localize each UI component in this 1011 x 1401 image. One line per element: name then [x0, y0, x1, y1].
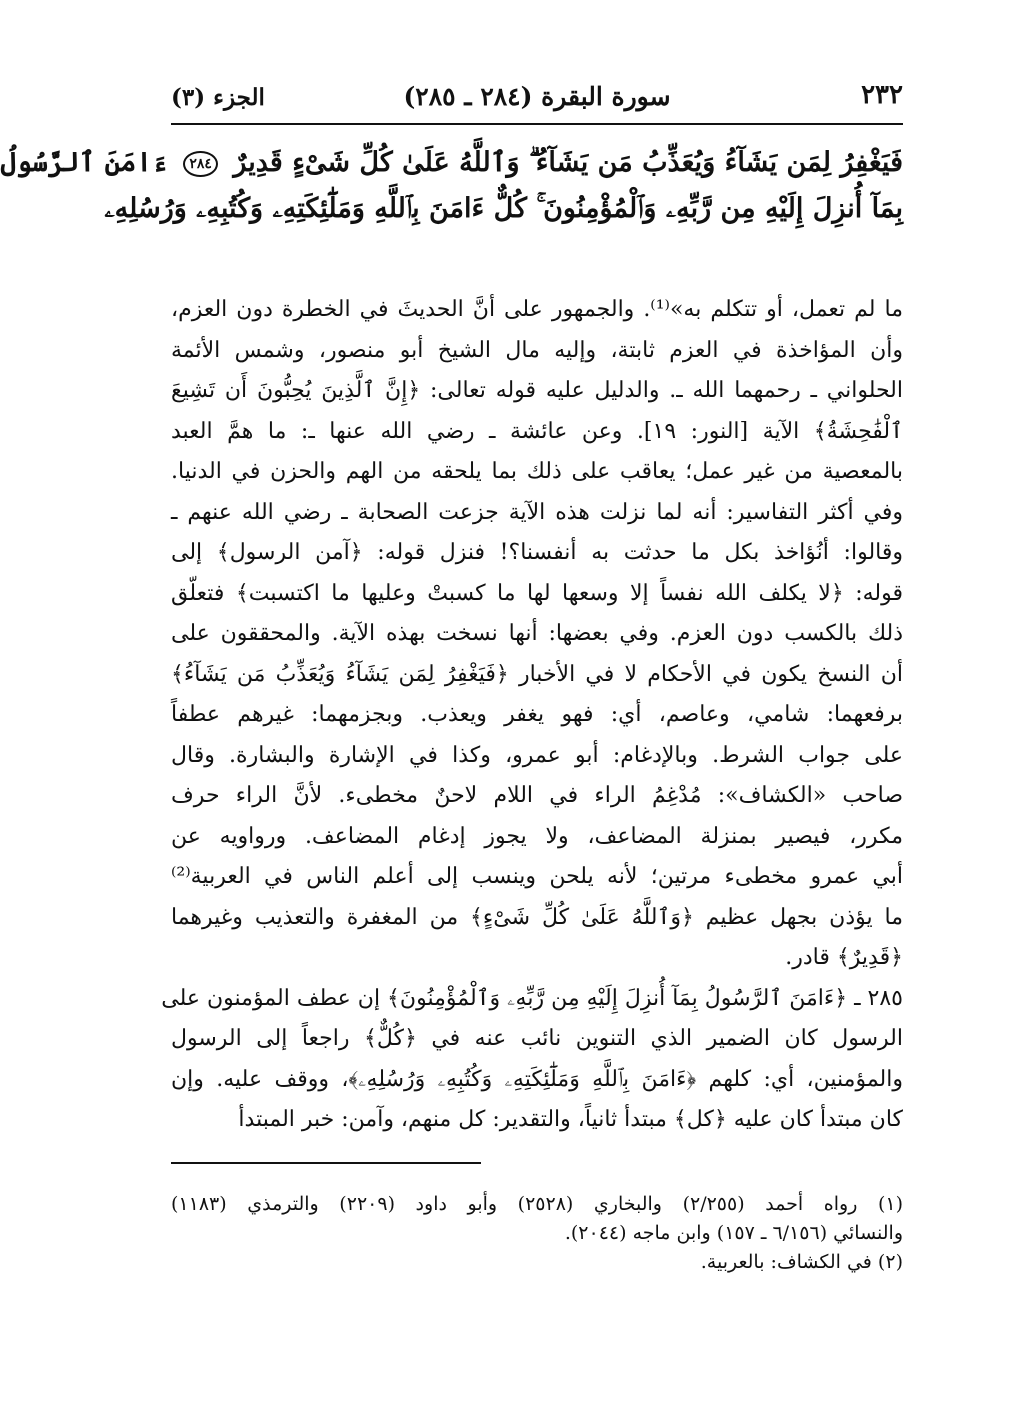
juz-label: الجزء (٣) — [171, 84, 265, 111]
footnote-line: والنسائي (٦/١٥٦ ـ ١٥٧) وابن ماجه (٢٠٤٤). — [564, 1222, 903, 1244]
commentary-line: وفي أكثر التفاسير: أنه لما نزلت هذه الآية جزعت الصحابة ـ رضي الله عنهم ـ — [171, 499, 903, 525]
commentary-line: ٱلْفَٰحِشَةُ﴾ الآية [النور: ١٩]. وعن عائشة ـ رضي الله عنها ـ: ما همَّ العبد — [171, 418, 903, 444]
book-page — [0, 78, 903, 1358]
commentary-line: ذلك بالكسب دون العزم. وفي بعضها: أنها نسخت بهذه الآية. والمحققون على — [171, 621, 903, 646]
ayah-number-marker: ٢٨٤ — [183, 151, 218, 177]
commentary-line: أن النسخ يكون في الأحكام لا في الأخبار ﴿فَيَغْفِرُ لِمَن يَشَآءُ وَيُعَذِّبُ مَن يَشَآءُ﴾ — [171, 661, 903, 687]
commentary-line: صاحب «الكشاف»: مُدْغِمُ الراء في اللام لاحنٌ مخطىء. لأنَّ الراء حرف — [171, 783, 903, 808]
running-header — [171, 78, 903, 118]
commentary-line: ﴿قَدِيرٌ﴾ قادر. — [785, 945, 903, 970]
commentary-text — [161, 290, 903, 1141]
commentary-line: ما يؤذن بجهل عظيم ﴿وَٱللَّهُ عَلَىٰ كُلِّ شَىْءٍ﴾ من المغفرة والتعذيب وغيرهما — [171, 904, 903, 930]
footnote-divider — [171, 1162, 481, 1164]
footnote-line: (١) رواه أحمد (٢/٢٥٥) والبخاري (٢٥٢٨) وأبو داود (٢٢٠٩) والترمذي (١١٨٣) — [171, 1193, 903, 1215]
footnotes — [171, 1190, 903, 1277]
commentary-line: ٢٨٥ ـ ﴿ءَامَنَ ٱلرَّسُولُ بِمَآ أُنزِلَ إِلَيْهِ مِن رَّبِّهِۦ وَٱلْمُؤْمِنُونَ﴾ إن عطف المؤمنون على — [161, 985, 903, 1011]
quran-line-1 — [0, 140, 903, 186]
surah-title: سورة البقرة (٢٨٤ ـ ٢٨٥) — [403, 82, 671, 111]
commentary-line: قوله: ﴿لا يكلف الله نفساً إلا وسعها لها ما كسبتْ وعليها ما اكتسبت﴾ فتعلّق — [171, 580, 903, 606]
commentary-line: كان مبتدأ كان عليه ﴿كل﴾ مبتدأ ثانياً، والتقدير: كل منهم، وآمن: خبر المبتدأ — [238, 1107, 903, 1132]
header-divider — [171, 123, 903, 125]
quran-line-1-end: ءَامَنَ ٱلرَّسُولُ — [0, 147, 168, 178]
commentary-line: ما لم تعمل، أو تتكلم به»⁽¹⁾. والجمهور على أنَّ الحديثَ في الخطرة دون العزم، — [171, 297, 903, 322]
commentary-line: على جواب الشرط. وبالإدغام: أبو عمرو، وكذا في الإشارة والبشارة. وقال — [171, 742, 903, 768]
commentary-line: الرسول كان الضمير الذي التنوين نائب عنه في ﴿كُلٌّ﴾ راجعاً إلى الرسول — [171, 1026, 903, 1051]
quran-line-2: بِمَآ أُنزِلَ إِلَيْهِ مِن رَّبِّهِۦ وَٱلْمُؤْمِنُونَ ۚ كُلٌّ ءَامَنَ بِٱللَّهِ وَمَلَٰٓئِكَتِهِۦ وَكُتُبِهِۦ وَرُسُلِهِۦ — [104, 193, 903, 224]
quran-verse-block — [0, 140, 903, 260]
commentary-line: مكرر، فيصير بمنزلة المضاعف، ولا يجوز إدغام المضاعف. ورواويه عن — [171, 823, 903, 849]
page-number: ٢٣٢ — [861, 80, 903, 110]
quran-line-1-text: فَيَغْفِرُ لِمَن يَشَآءُ وَيُعَذِّبُ مَن يَشَآءُ ۗ وَٱللَّهُ عَلَىٰ كُلِّ شَىْءٍ قَدِيرٌ — [233, 147, 903, 178]
commentary-line: الحلواني ـ رحمهما الله ـ. والدليل عليه قوله تعالى: ﴿إِنَّ ٱلَّذِينَ يُحِبُّونَ أَن تَشِيعَ — [171, 378, 903, 403]
commentary-line: بالمعصية من غير عمل؛ يعاقب على ذلك بما يلحقه من الهم والحزن في الدنيا. — [171, 459, 903, 484]
footnote-line: (٢) في الكشاف: بالعربية. — [700, 1251, 903, 1273]
commentary-line: أبي عمرو مخطىء مرتين؛ لأنه يلحن وينسب إلى أعلم الناس في العربية⁽²⁾ — [171, 864, 903, 889]
commentary-line: وقالوا: أنُؤاخذ بكل ما حدثت به أنفسنا؟! فنزل قوله: ﴿آمن الرسول﴾ إلى — [171, 540, 903, 565]
commentary-line: برفعهما: شامي، وعاصم، أي: فهو يغفر ويعذب. وبجزمهما: غيرهم عطفاً — [171, 702, 903, 727]
commentary-line: وأن المؤاخذة في العزم ثابتة، وإليه مال الشيخ أبو منصور، وشمس الأئمة — [171, 337, 903, 363]
commentary-line: والمؤمنين، أي: كلهم ﴿ءَامَنَ بِٱللَّهِ وَمَلَٰٓئِكَتِهِۦ وَكُتُبِهِۦ وَرُسُلِهِۦ﴾، ووقف عليه. وإن — [171, 1066, 903, 1092]
